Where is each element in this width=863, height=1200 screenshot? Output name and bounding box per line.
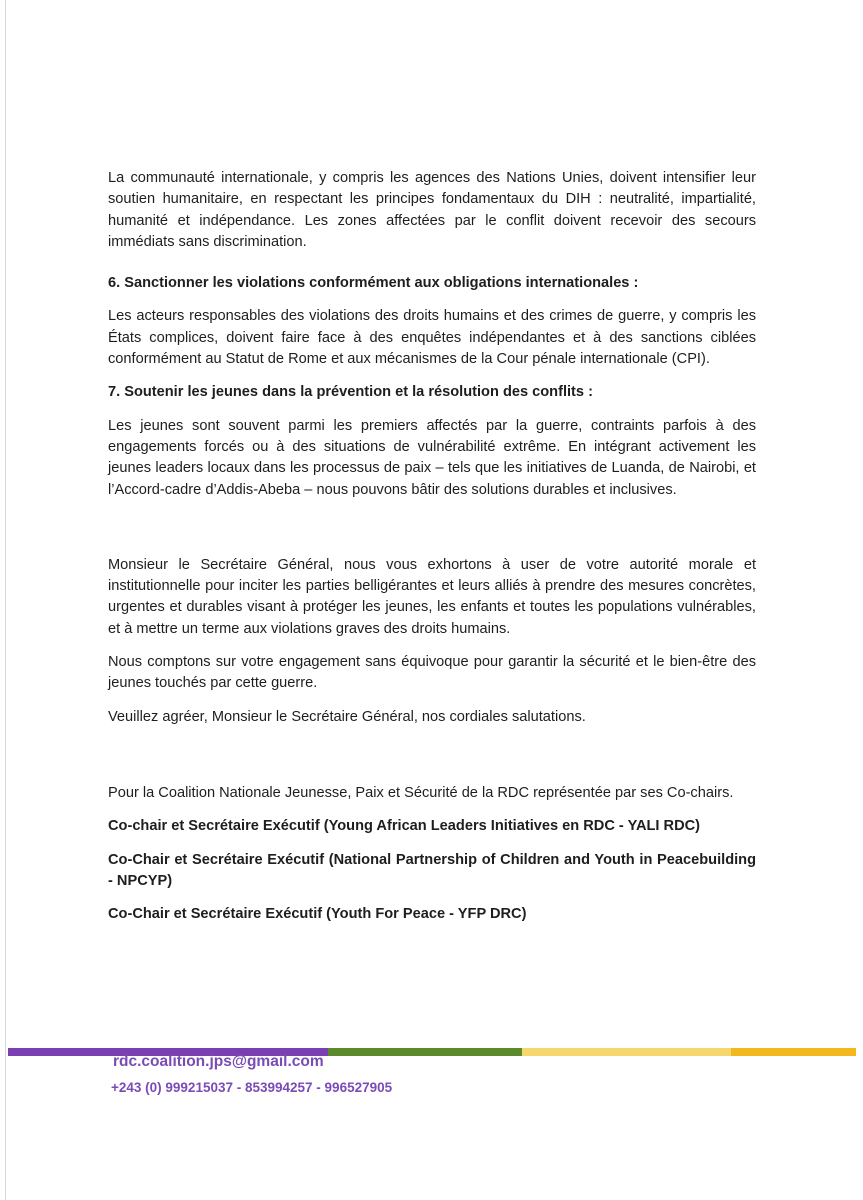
appeal-paragraph: Monsieur le Secrétaire Général, nous vous exhortons à user de votre autorité morale et institutionnelle pour inciter les parties belligérantes et leurs alliés à prendre des mesures concrètes, urgentes et durables visant à protéger les jeunes, les enfants et toutes les populations vulnérables, et à mettre un terme aux violations graves des droits humains. xyxy=(108,556,756,637)
commitment-paragraph: Nous comptons sur votre engagement sans équivoque pour garantir la sécurité et le bien-être des jeunes touchés par cette guerre. xyxy=(108,654,756,692)
footer-bar-light-yellow xyxy=(522,1048,731,1056)
signature-npcyp: Co-Chair et Secrétaire Exécutif (National Partnership of Children and Youth in Peacebuilding - NPCYP) xyxy=(108,851,756,889)
signature-yali: Co-chair et Secrétaire Exécutif (Young African Leaders Initiatives en RDC - YALI RDC) xyxy=(108,818,701,835)
closing-salutation: Veuillez agréer, Monsieur le Secrétaire Général, nos cordiales salutations. xyxy=(108,708,586,725)
humanitarian-paragraph: La communauté internationale, y compris les agences des Nations Unies, doivent intensifier leur soutien humanitaire, en respectant les principes fondamentaux du DIH : neutralité, impartialité, humanité et indépendance. Les zones affectées par le conflit doivent recevoir des secours immédiats sans discrimination. xyxy=(108,170,756,250)
footer-bar-yellow xyxy=(731,1048,856,1056)
section-7-paragraph: Les jeunes sont souvent parmi les premiers affectés par la guerre, contraints parfois à des engagements forcés ou à des situations de vulnérabilité extrême. En intégrant activement les jeunes leaders locaux dans les processus de paix – tels que les initiatives de Luanda, de Nairobi, et l’Accord-cadre d’Addis-Abeba – nous pouvons bâtir des solutions durables et inclusives. xyxy=(108,417,756,498)
footer-bar-green xyxy=(328,1048,522,1056)
section-6-paragraph: Les acteurs responsables des violations des droits humains et des crimes de guerre, y compris les États complices, doivent faire face à des enquêtes indépendantes et à des sanctions ciblées conformément au Statut de Rome et aux mécanismes de la Cour pénale internationale (CPI). xyxy=(108,308,756,368)
section-6-heading: 6. Sanctionner les violations conformément aux obligations internationales : xyxy=(108,275,639,292)
footer-email[interactable]: rdc.coalition.jps@gmail.com xyxy=(113,1053,324,1070)
section-7-heading: 7. Soutenir les jeunes dans la prévention et la résolution des conflits : xyxy=(108,384,593,401)
page-edge-line xyxy=(5,0,6,1200)
signature-intro: Pour la Coalition Nationale Jeunesse, Paix et Sécurité de la RDC représentée par ses Co-chairs. xyxy=(108,784,734,801)
footer-phone: +243 (0) 999215037 - 853994257 - 996527905 xyxy=(111,1080,393,1095)
letter-body xyxy=(108,168,756,925)
signature-yfp: Co-Chair et Secrétaire Exécutif (Youth For Peace - YFP DRC) xyxy=(108,906,527,923)
